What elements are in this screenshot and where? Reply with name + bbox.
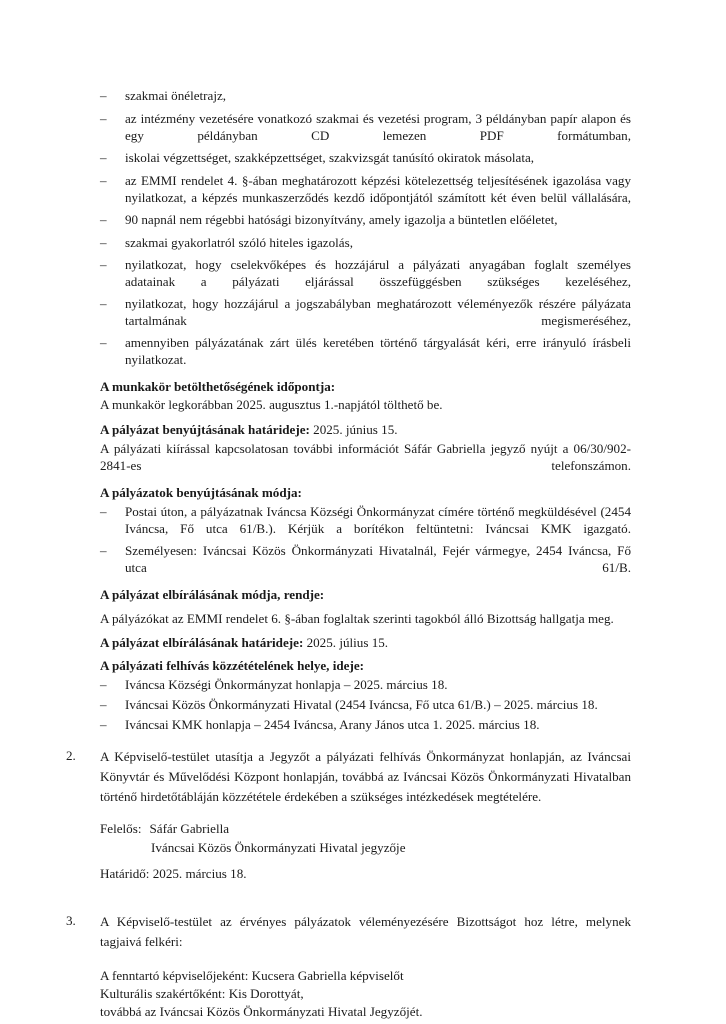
- list-dash: –: [100, 335, 107, 350]
- evaluation-heading: A pályázat elbírálásának módja, rendje:: [100, 587, 325, 602]
- point2-deadline: Határidő: 2025. március 18.: [100, 866, 247, 881]
- list-dash: –: [100, 88, 107, 103]
- list-dash: –: [100, 543, 107, 558]
- publication-item: Iváncsa Községi Önkormányzat honlapja – 2025. március 18.: [125, 677, 448, 692]
- publication-item: Iváncsai KMK honlapja – 2454 Iváncsa, Arany János utca 1. 2025. március 18.: [125, 717, 540, 732]
- list-item: iskolai végzettséget, szakképzettséget, szakvizsgát tanúsító okiratok másolata,: [125, 150, 535, 165]
- list-item: szakmai gyakorlatról szóló hiteles igazolás,: [125, 235, 353, 250]
- deadline-line: [100, 421, 398, 438]
- list-item: 90 napnál nem régebbi hatósági bizonyítvány, amely igazolja a büntetlen előéletet,: [125, 212, 558, 227]
- list-dash: –: [100, 697, 107, 712]
- eval-deadline-line: [100, 634, 388, 651]
- deadline-label: A pályázat benyújtásának határideje:: [100, 422, 310, 437]
- eval-deadline-value: 2025. július 15.: [303, 635, 389, 650]
- submission-heading: A pályázatok benyújtásának módja:: [100, 485, 302, 500]
- list-dash: –: [100, 212, 107, 227]
- responsible-title: Iváncsai Közös Önkormányzati Hivatal jegyzője: [151, 840, 406, 855]
- deadline-info: A pályázati kiírással kapcsolatosan további információt Sáfár Gabriella jegyző nyújt a 06/30/902-2841-es telefonszámon.: [100, 441, 631, 474]
- committee-member: Kulturális szakértőként: Kis Dorottyát,: [100, 986, 304, 1001]
- eval-deadline-label: A pályázat elbírálásának határideje:: [100, 635, 304, 650]
- responsible-label: Felelős:: [100, 821, 142, 836]
- list-dash: –: [100, 677, 107, 692]
- deadline-value: 2025. június 15.: [309, 422, 398, 437]
- point-number: 2.: [66, 748, 76, 763]
- list-dash: –: [100, 173, 107, 188]
- list-item: az EMMI rendelet 4. §-ában meghatározott képzési kötelezettség teljesítésének igazolása vagy nyilatkozat, a képzés munkaszerződés kezdő időpontjától számított két éven belül vállalására,: [125, 173, 631, 206]
- list-dash: –: [100, 296, 107, 311]
- committee-member: A fenntartó képviselőjeként: Kucsera Gabriella képviselőt: [100, 968, 404, 983]
- list-item: nyilatkozat, hogy hozzájárul a jogszabályban meghatározott véleményezők részére pályázata tartalmának megismeréséhez,: [125, 296, 631, 329]
- list-item: nyilatkozat, hogy cselekvőképes és hozzájárul a pályázati anyagában foglalt személyes adatainak a pályázati eljárással összefüggésben szükséges kezeléséhez,: [125, 257, 631, 290]
- list-dash: –: [100, 235, 107, 250]
- list-dash: –: [100, 150, 107, 165]
- list-dash: –: [100, 257, 107, 272]
- start-text: A munkakör legkorábban 2025. augusztus 1.-napjától tölthető be.: [100, 397, 443, 412]
- publication-heading: A pályázati felhívás közzétételének helye, ideje:: [100, 658, 364, 673]
- list-item: szakmai önéletrajz,: [125, 88, 227, 103]
- point2-text: A Képviselő-testület utasítja a Jegyzőt a pályázati felhívás Önkormányzat honlapján, az Iváncsai Könyvtár és Művelődési Központ honlapján, továbbá az Iváncsai Közös Önkormányzati Hivatalban történő hirdetőtábláján közzététele érdekében a szükséges intézkedések megtételére.: [100, 749, 631, 804]
- list-dash: –: [100, 111, 107, 126]
- committee-member: továbbá az Iváncsai Közös Önkormányzati Hivatal Jegyzőjét.: [100, 1004, 423, 1019]
- point3-text: A Képviselő-testület az érvényes pályázatok véleményezésére Bizottságot hoz létre, melynek tagjaivá felkéri:: [100, 914, 631, 949]
- list-dash: –: [100, 717, 107, 732]
- submission-item: Személyesen: Iváncsai Közös Önkormányzati Hivatalnál, Fejér vármegye, 2454 Iváncsa, Fő utca 61/B.: [125, 543, 631, 576]
- list-dash: –: [100, 504, 107, 519]
- list-item: amennyiben pályázatának zárt ülés keretében történő tárgyalását kéri, erre irányuló írásbeli nyilatkozat.: [125, 335, 631, 368]
- responsible-line: [100, 820, 229, 837]
- submission-item: Postai úton, a pályázatnak Iváncsa Községi Önkormányzat címére történő megküldésével (2454 Iváncsa, Fő utca 61/B.). Kérjük a borítékon feltüntetni: Iváncsai KMK igazgató.: [125, 504, 631, 537]
- start-heading: A munkakör betölthetőségének időpontja:: [100, 379, 336, 394]
- point-number: 3.: [66, 913, 76, 928]
- publication-item: Iváncsai Közös Önkormányzati Hivatal (2454 Iváncsa, Fő utca 61/B.) – 2025. március 18.: [125, 697, 598, 712]
- list-item: az intézmény vezetésére vonatkozó szakmai és vezetési program, 3 példányban papír alapon és egy példányban CD lemezen PDF formátumban,: [125, 111, 631, 144]
- responsible-name: Sáfár Gabriella: [149, 821, 230, 836]
- evaluation-text: A pályázókat az EMMI rendelet 6. §-ában foglaltak szerinti tagokból álló Bizottság hallgatja meg.: [100, 611, 614, 626]
